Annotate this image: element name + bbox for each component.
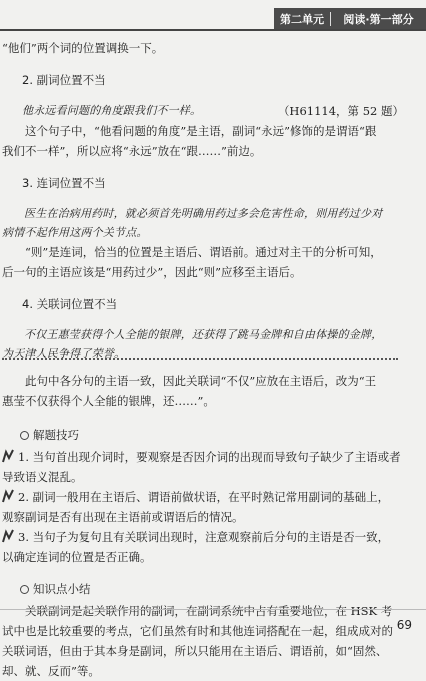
example-sentence: 他永远看问题的角度跟我们不一样。 [22, 104, 202, 117]
summary-line: 关联副词是起关联作用的副词，在副词系统中占有重要地位，在 HSK 考 [25, 604, 393, 618]
footer-rule [0, 609, 426, 610]
example-row [2, 101, 404, 121]
tip-text: 1. 当句首出现介词时，要观察是否因介词的出现而导致句子缺少了主语或者 [18, 450, 401, 464]
tip-item [2, 447, 404, 487]
tip-text: 2. 副词一般用在主语后、谓语前做状语，在平时熟记常用副词的基础上， [18, 490, 390, 504]
tip-text: 导致语义混乱。 [2, 470, 83, 484]
text-line: 这个句子中，“他看问题的角度”是主语，副词“永远”修饰的是谓语“跟 [25, 124, 377, 138]
summary-line: 试中也是比较重要的考点，它们虽然有时和其他连词搭配在一起，组成成对的 [2, 624, 393, 638]
example-sentence: 为天津人民争得了荣誉。 [2, 347, 126, 360]
text-line: 此句中各分句的主语一致，因此关联词“不仅”应放在主语后，改为“王 [25, 374, 377, 388]
text-line: 后一句的主语应该是“用药过少”，因此“则”应移至主语后。 [2, 265, 302, 279]
header-rule [0, 29, 426, 31]
example-sentence: 不仅王惠莹获得个人全能的银牌，还获得了跳马金牌和自由体操的金牌， [24, 328, 383, 341]
text-line: 我们不一样”，所以应将“永远”放在“跟……”前边。 [2, 144, 262, 158]
dotted-divider [2, 358, 398, 360]
text-line: “则”是连词，恰当的位置是主语后、谓语前。通过对主干的分析可知， [25, 245, 382, 259]
text-line: 惠莹不仅获得个人全能的银牌，还……”。 [2, 394, 215, 408]
example-sentence: 医生在治病用药时，就必须首先明确用药过多会危害性命，则用药过少对 [24, 207, 383, 220]
tip-text: 3. 当句子为复句且有关联词出现时，注意观察前后分句的主语是否一致， [18, 530, 390, 544]
circle-bullet-icon [20, 585, 29, 594]
tip-item [2, 487, 404, 527]
section-heading: 3. 连词位置不当 [22, 175, 106, 190]
section-heading: 2. 副词位置不当 [22, 72, 106, 87]
example-reference: （H61114，第 52 题） [277, 104, 404, 118]
pen-icon [1, 488, 17, 504]
chapter-header [274, 8, 426, 30]
text-line: “他们”两个词的位置调换一下。 [2, 41, 164, 55]
tips-heading [2, 425, 404, 445]
example-sentence: 病情不起作用这两个关节点。 [2, 226, 148, 239]
tip-text: 观察副词是否有出现在主语前或谓语后的情况。 [2, 510, 244, 524]
pen-icon [1, 528, 17, 544]
unit-label: 第二单元 [280, 13, 324, 26]
tip-text: 以确定连词的位置是否正确。 [2, 550, 152, 564]
tips-title: 解题技巧 [33, 428, 79, 442]
page-number: 69 [396, 618, 412, 632]
summary-line: 却、就、反而”等。 [2, 664, 100, 678]
summary-title: 知识点小结 [33, 582, 91, 596]
summary-heading [2, 579, 404, 599]
part-label: 阅读·第一部分 [343, 13, 414, 26]
section-heading: 4. 关联词位置不当 [22, 296, 118, 311]
summary-line: 关联词语，但由于其本身是副词，所以只能用在主语后、谓语前，如“固然、 [2, 644, 388, 658]
pen-icon [1, 448, 17, 464]
tip-item [2, 527, 404, 567]
circle-bullet-icon [20, 431, 29, 440]
